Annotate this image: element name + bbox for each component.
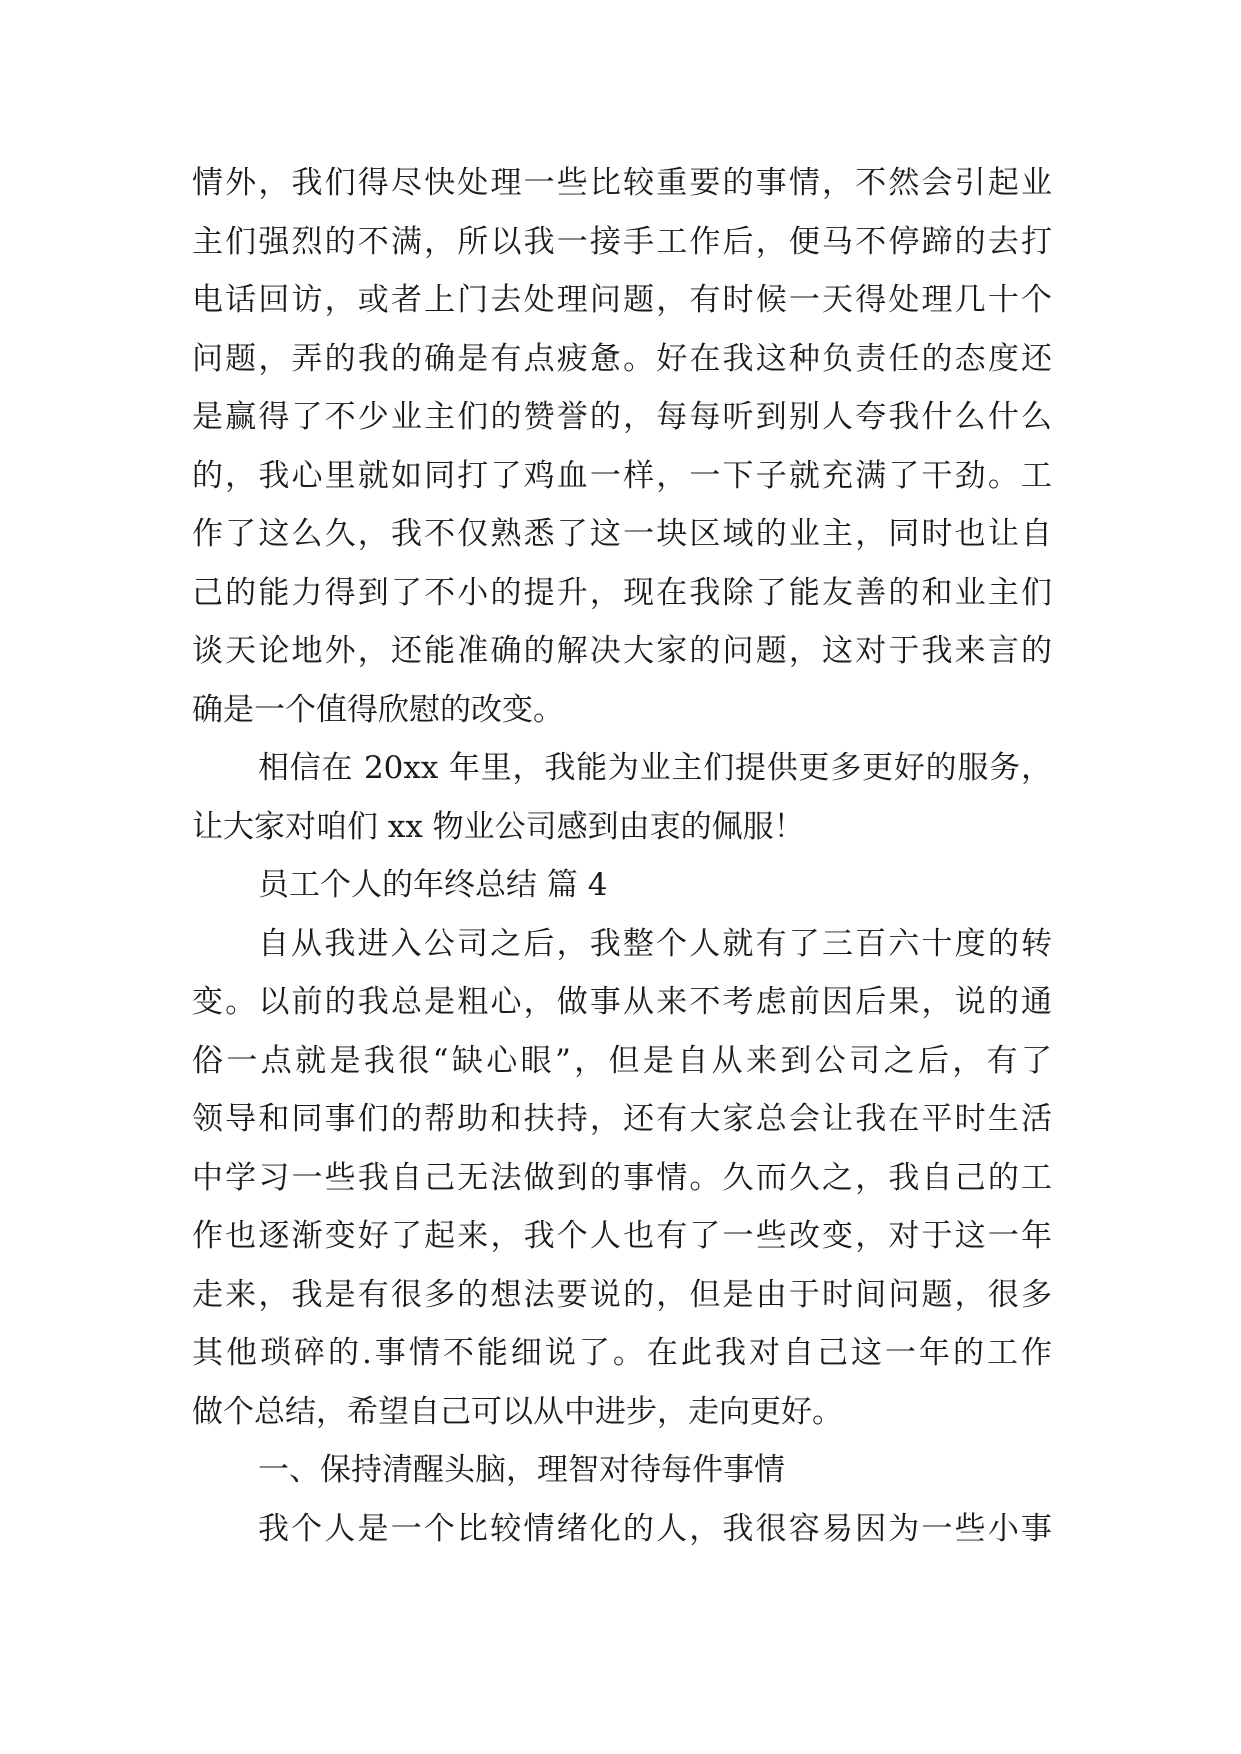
text-line: 电话回访，或者上门去处理问题，有时候一天得处理几十个 [192, 282, 1052, 318]
text-line: 自从我进入公司之后，我整个人就有了三百六十度的转 [258, 925, 1052, 962]
text-line: 走来，我是有很多的想法要说的，但是由于时间问题，很多 [192, 1276, 1052, 1313]
text-line: 确是一个值得欣慰的改变。 [192, 691, 564, 728]
text-line: 一、保持清醒头脑，理智对待每件事情 [258, 1452, 785, 1488]
text-line: 谈天论地外，还能准确的解决大家的问题，这对于我来言的 [192, 633, 1052, 669]
text-line: 中学习一些我自己无法做到的事情。久而久之，我自己的工 [192, 1159, 1052, 1196]
text-line: 问题，弄的我的确是有点疲惫。好在我这种负责任的态度还 [192, 340, 1052, 377]
text-line: 作也逐渐变好了起来，我个人也有了一些改变，对于这一年 [192, 1218, 1052, 1254]
text-line: 让大家对咱们 xx 物业公司感到由衷的佩服！ [192, 808, 805, 845]
text-line: 做个总结，希望自己可以从中进步，走向更好。 [192, 1393, 843, 1430]
text-line: 其他琐碎的.事情不能细说了。在此我对自己这一年的工作 [192, 1335, 1052, 1371]
text-line: 是赢得了不少业主们的赞誉的，每每听到别人夸我什么什么 [192, 399, 1052, 435]
text-line: 的，我心里就如同打了鸡血一样，一下子就充满了干劲。工 [192, 457, 1052, 494]
text-line: 领导和同事们的帮助和扶持，还有大家总会让我在平时生活 [192, 1101, 1052, 1137]
text-line: 我个人是一个比较情绪化的人，我很容易因为一些小事 [258, 1510, 1052, 1547]
text-line: 作了这么久，我不仅熟悉了这一块区域的业主，同时也让自 [192, 516, 1052, 552]
text-line: 相信在 20xx 年里，我能为业主们提供更多更好的服务， [258, 750, 1052, 786]
document-body [192, 154, 1052, 1558]
text-line: 员工个人的年终总结 篇 4 [258, 867, 608, 903]
text-line: 情外，我们得尽快处理一些比较重要的事情，不然会引起业 [192, 165, 1052, 201]
text-line: 变。以前的我总是粗心，做事从来不考虑前因后果，说的通 [192, 984, 1052, 1020]
text-line: 己的能力得到了不小的提升，现在我除了能友善的和业主们 [192, 574, 1052, 611]
text-line: 主们强烈的不满，所以我一接手工作后，便马不停蹄的去打 [192, 223, 1052, 260]
text-line: 俗一点就是我很“缺心眼”，但是自从来到公司之后，有了 [192, 1042, 1052, 1079]
